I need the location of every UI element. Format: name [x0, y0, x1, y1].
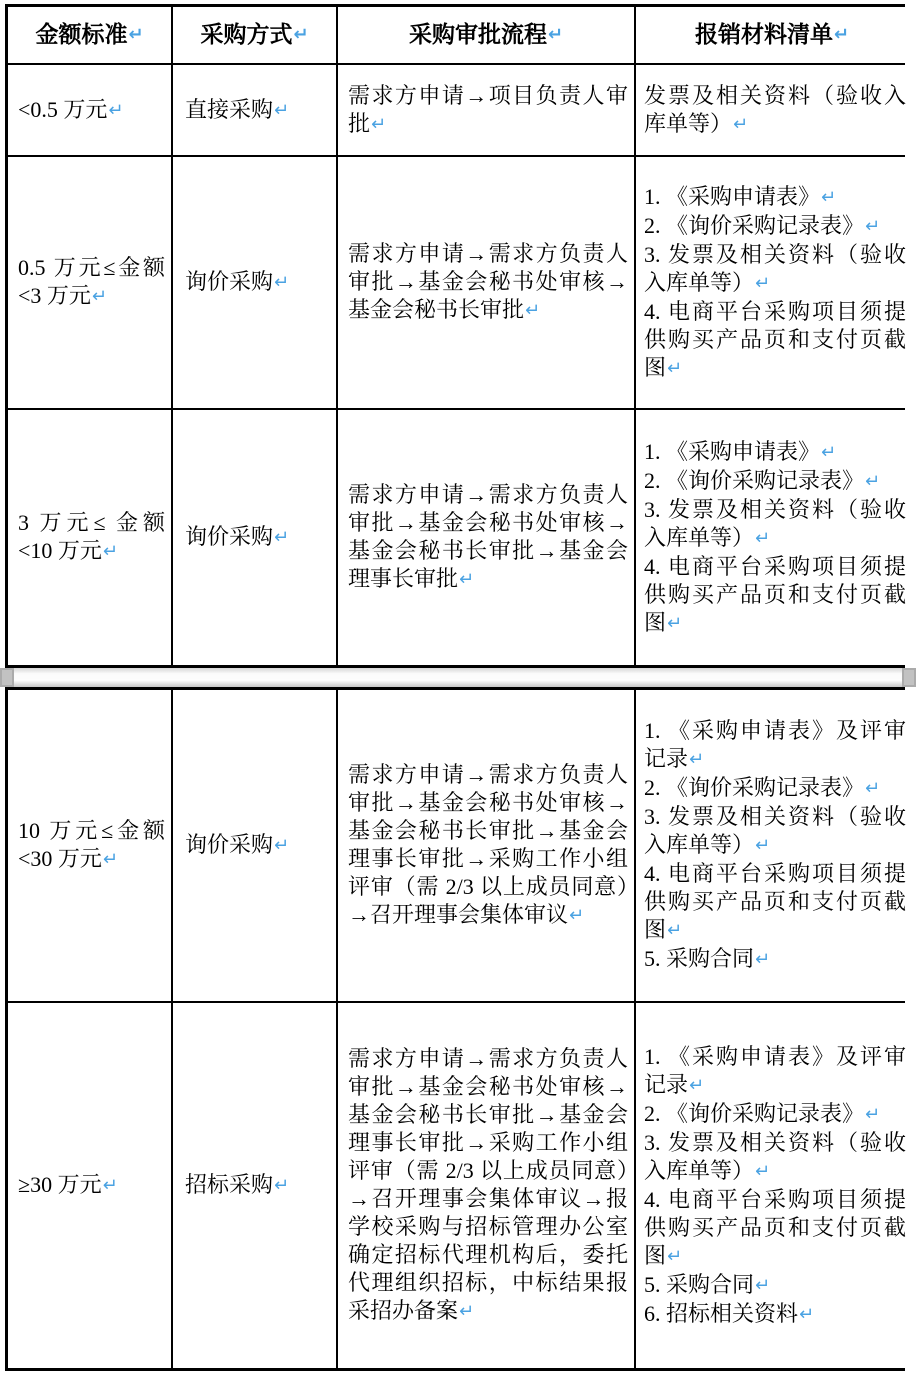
- cell-paragraph: 直接采购↵: [185, 96, 290, 122]
- paragraph-mark-icon: ↵: [371, 113, 387, 135]
- paragraph-mark-icon: ↵: [865, 470, 881, 492]
- paragraph-mark-icon: ↵: [865, 1103, 881, 1125]
- header-cell-amount: [8, 7, 171, 63]
- header-label: 报销材料清单: [694, 22, 833, 47]
- cell-paragraph: 0.5 万元≤金额<3 万元↵: [18, 255, 165, 308]
- paragraph-mark-icon: ↵: [102, 1175, 118, 1196]
- page-break: [0, 668, 916, 687]
- materials-cell[interactable]: [636, 410, 908, 665]
- header-label: 金额标准: [35, 22, 128, 47]
- cell-paragraph: 2. 《询价采购记录表》↵: [644, 775, 881, 800]
- amount-cell[interactable]: [8, 410, 171, 665]
- paragraph-mark-icon: ↵: [821, 186, 837, 208]
- header-cell-method: [173, 7, 336, 63]
- paragraph-mark-icon: ↵: [799, 1303, 815, 1325]
- paragraph-mark-icon: ↵: [293, 24, 309, 45]
- header-cell-materials: [636, 7, 908, 63]
- amount-cell[interactable]: [8, 65, 171, 155]
- cell-paragraph: 4. 电商平台采购项目须提供购买产品页和支付页截图↵: [644, 861, 906, 942]
- paragraph-mark-icon: ↵: [102, 541, 119, 562]
- cell-paragraph: 1. 《采购申请表》↵: [644, 438, 837, 464]
- paragraph-mark-icon: ↵: [755, 527, 771, 549]
- paragraph-mark-icon: ↵: [274, 1175, 290, 1196]
- paragraph-mark-icon: ↵: [667, 1245, 683, 1267]
- paragraph-mark-icon: ↵: [569, 905, 585, 926]
- cell-paragraph: 需求方申请→需求方负责人审批→基金会秘书处审核→基金会秘书长审批↵: [348, 241, 628, 322]
- paragraph-mark-icon: ↵: [274, 272, 290, 293]
- page-break-left-cap: [0, 668, 14, 687]
- paragraph-mark-icon: ↵: [525, 300, 541, 321]
- amount-cell[interactable]: [8, 1003, 171, 1368]
- paragraph-mark-icon: ↵: [689, 749, 705, 770]
- paragraph-mark-icon: ↵: [667, 920, 683, 941]
- procurement-table-segment-2: [5, 687, 905, 1371]
- cell-paragraph: 询价采购↵: [185, 832, 290, 857]
- paragraph-mark-icon: ↵: [459, 569, 475, 590]
- paragraph-mark-icon: ↵: [755, 272, 771, 294]
- cell-paragraph: 招标采购↵: [185, 1172, 290, 1197]
- paragraph-mark-icon: ↵: [833, 24, 850, 45]
- cell-paragraph: ≥30 万元↵: [18, 1172, 118, 1197]
- paragraph-mark-icon: ↵: [667, 357, 683, 379]
- materials-cell[interactable]: [636, 1003, 908, 1368]
- cell-paragraph: 10 万元≤金额<30 万元↵: [18, 818, 165, 871]
- paragraph-mark-icon: ↵: [274, 527, 290, 548]
- method-cell[interactable]: [173, 157, 336, 408]
- cell-paragraph: 3. 发票及相关资料（验收入库单等）↵: [644, 241, 906, 295]
- materials-cell[interactable]: [636, 690, 908, 1001]
- paragraph-mark-icon: ↵: [274, 835, 290, 856]
- process-cell[interactable]: [338, 1003, 634, 1368]
- paragraph-mark-icon: ↵: [108, 99, 124, 121]
- paragraph-mark-icon: ↵: [274, 99, 290, 121]
- paragraph-mark-icon: ↵: [821, 441, 837, 463]
- method-cell[interactable]: [173, 690, 336, 1001]
- page-break-right-cap: [902, 668, 916, 687]
- paragraph-mark-icon: ↵: [755, 835, 771, 856]
- process-cell[interactable]: [338, 690, 634, 1001]
- process-cell[interactable]: [338, 65, 634, 155]
- cell-paragraph: 5. 采购合同↵: [644, 1271, 771, 1297]
- paragraph-mark-icon: ↵: [755, 949, 771, 970]
- cell-paragraph: 询价采购↵: [185, 269, 290, 294]
- paragraph-mark-icon: ↵: [459, 1301, 475, 1322]
- cell-paragraph: 6. 招标相关资料↵: [644, 1300, 815, 1326]
- cell-paragraph: 1. 《采购申请表》及评审记录↵: [644, 1043, 906, 1097]
- procurement-table-segment-1: [5, 4, 905, 668]
- cell-paragraph: 2. 《询价采购记录表》↵: [644, 212, 881, 238]
- cell-paragraph: 1. 《采购申请表》↵: [644, 183, 837, 209]
- cell-paragraph: 3. 发票及相关资料（验收入库单等）↵: [644, 1129, 906, 1183]
- cell-paragraph: 5. 采购合同↵: [644, 946, 771, 971]
- paragraph-mark-icon: ↵: [547, 24, 564, 45]
- amount-cell[interactable]: [8, 690, 171, 1001]
- amount-cell[interactable]: [8, 157, 171, 408]
- cell-paragraph: 询价采购↵: [185, 524, 290, 549]
- paragraph-mark-icon: ↵: [102, 849, 119, 870]
- method-cell[interactable]: [173, 65, 336, 155]
- method-cell[interactable]: [173, 1003, 336, 1368]
- cell-paragraph: 4. 电商平台采购项目须提供购买产品页和支付页截图↵: [644, 553, 906, 635]
- cell-paragraph: 3. 发票及相关资料（验收入库单等）↵: [644, 496, 906, 550]
- process-cell[interactable]: [338, 410, 634, 665]
- materials-cell[interactable]: [636, 157, 908, 408]
- header-label: 采购审批流程: [408, 22, 547, 47]
- cell-paragraph: 2. 《询价采购记录表》↵: [644, 467, 881, 493]
- process-cell[interactable]: [338, 157, 634, 408]
- header-cell-process: [338, 7, 634, 63]
- cell-paragraph: 1. 《采购申请表》及评审记录↵: [644, 718, 906, 771]
- cell-paragraph: 需求方申请→项目负责人审批↵: [348, 82, 628, 136]
- cell-paragraph: <0.5 万元↵: [18, 96, 124, 122]
- cell-paragraph: 4. 电商平台采购项目须提供购买产品页和支付页截图↵: [644, 298, 906, 380]
- method-cell[interactable]: [173, 410, 336, 665]
- paragraph-mark-icon: ↵: [128, 24, 144, 45]
- paragraph-mark-icon: ↵: [755, 1274, 771, 1296]
- cell-paragraph: 3. 发票及相关资料（验收入库单等）↵: [644, 804, 906, 857]
- paragraph-mark-icon: ↵: [91, 286, 108, 307]
- cell-paragraph: 需求方申请→需求方负责人审批→基金会秘书处审核→基金会秘书长审批→基金会理事长审批→采购工作小组评审（需 2/3 以上成员同意）→召开理事会集体审议→报学校采购与招标管理办公室确定招标代理机构后，委托代理组织招标，中标结果报采招办备案↵: [348, 1046, 628, 1323]
- cell-paragraph: 2. 《询价采购记录表》↵: [644, 1100, 881, 1126]
- header-label: 采购方式: [200, 22, 293, 47]
- paragraph-mark-icon: ↵: [865, 778, 881, 799]
- cell-paragraph: 需求方申请→需求方负责人审批→基金会秘书处审核→基金会秘书长审批→基金会理事长审批↵: [348, 482, 628, 591]
- paragraph-mark-icon: ↵: [733, 113, 749, 135]
- cell-paragraph: 需求方申请→需求方负责人审批→基金会秘书处审核→基金会秘书长审批→基金会理事长审批→采购工作小组评审（需 2/3 以上成员同意）→召开理事会集体审议↵: [348, 762, 628, 927]
- paragraph-mark-icon: ↵: [755, 1160, 771, 1182]
- paragraph-mark-icon: ↵: [667, 612, 683, 634]
- paragraph-mark-icon: ↵: [689, 1074, 705, 1096]
- cell-paragraph: 4. 电商平台采购项目须提供购买产品页和支付页截图↵: [644, 1186, 906, 1268]
- cell-paragraph: 3 万元≤ 金额<10 万元↵: [18, 510, 165, 563]
- cell-paragraph: 发票及相关资料（验收入库单等）↵: [644, 82, 906, 136]
- paragraph-mark-icon: ↵: [865, 215, 881, 237]
- materials-cell[interactable]: [636, 65, 908, 155]
